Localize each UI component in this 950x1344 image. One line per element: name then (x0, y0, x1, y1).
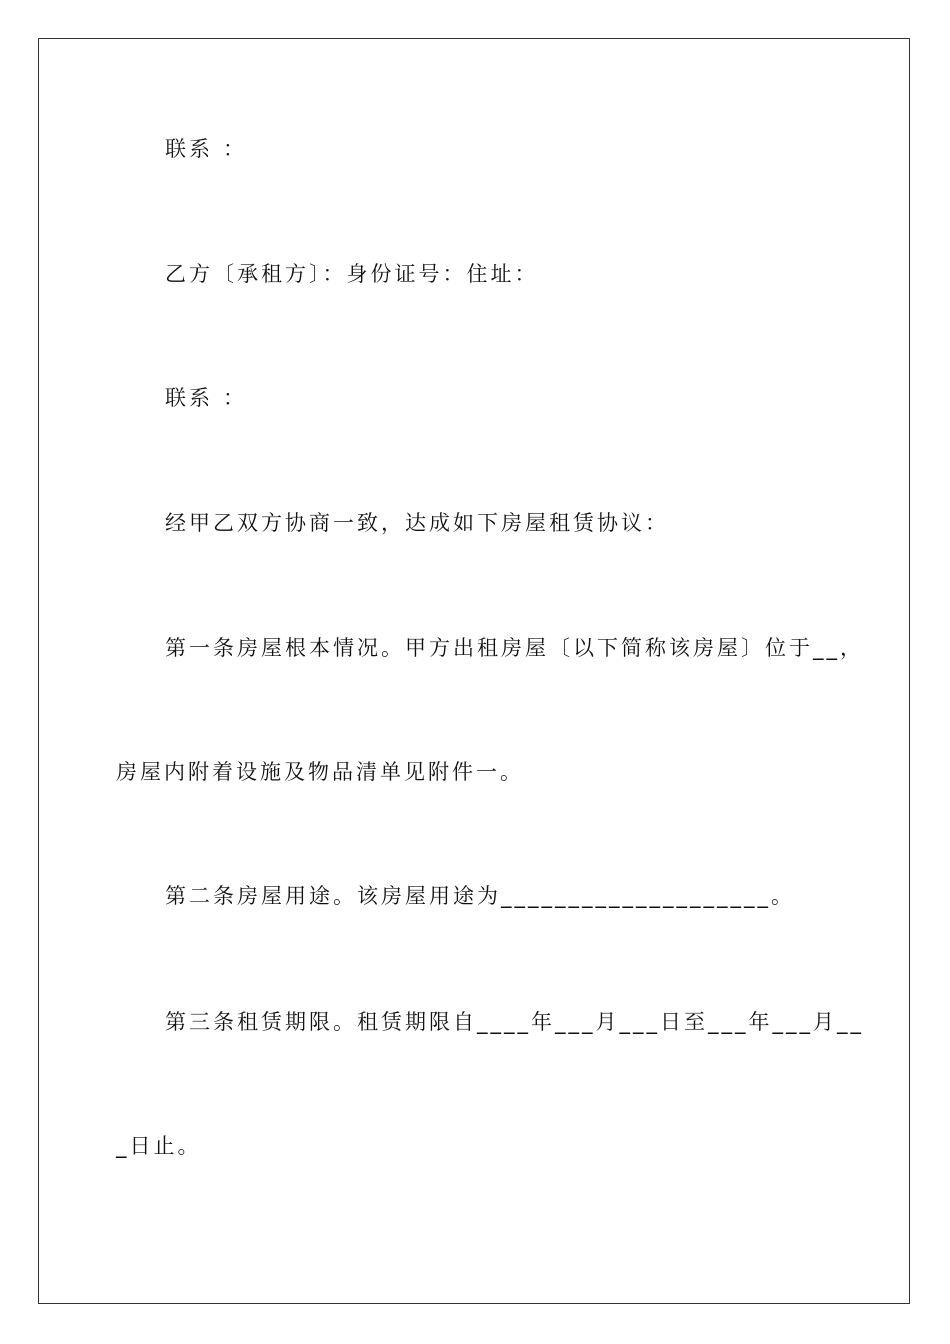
article-one-line-1: 第一条房屋根本情况。甲方出租房屋〔以下简称该房屋〕位于__， (165, 636, 864, 660)
page-frame (38, 38, 910, 1304)
contact-line-party-a (165, 139, 247, 160)
article-one-line-2: 房屋内附着设施及物品清单见附件一。 (116, 760, 524, 784)
contact-colon: ： (223, 137, 247, 161)
article-three-line-2: _日止。 (116, 1134, 202, 1158)
article-two: 第二条房屋用途。该房屋用途为____________________。 (165, 884, 795, 908)
contact-label: 联系 (165, 386, 213, 410)
agreement-intro: 经甲乙双方协商一致，达成如下房屋租赁协议： (165, 511, 669, 535)
contact-colon: ： (223, 386, 247, 410)
contact-line-party-b (165, 388, 247, 409)
party-b-line: 乙方〔承租方〕：身份证号：住址： (165, 262, 539, 286)
article-three-line-1: 第三条租赁期限。租赁期限自____年___月___日至___年___月__ (165, 1010, 864, 1034)
contact-label: 联系 (165, 137, 213, 161)
